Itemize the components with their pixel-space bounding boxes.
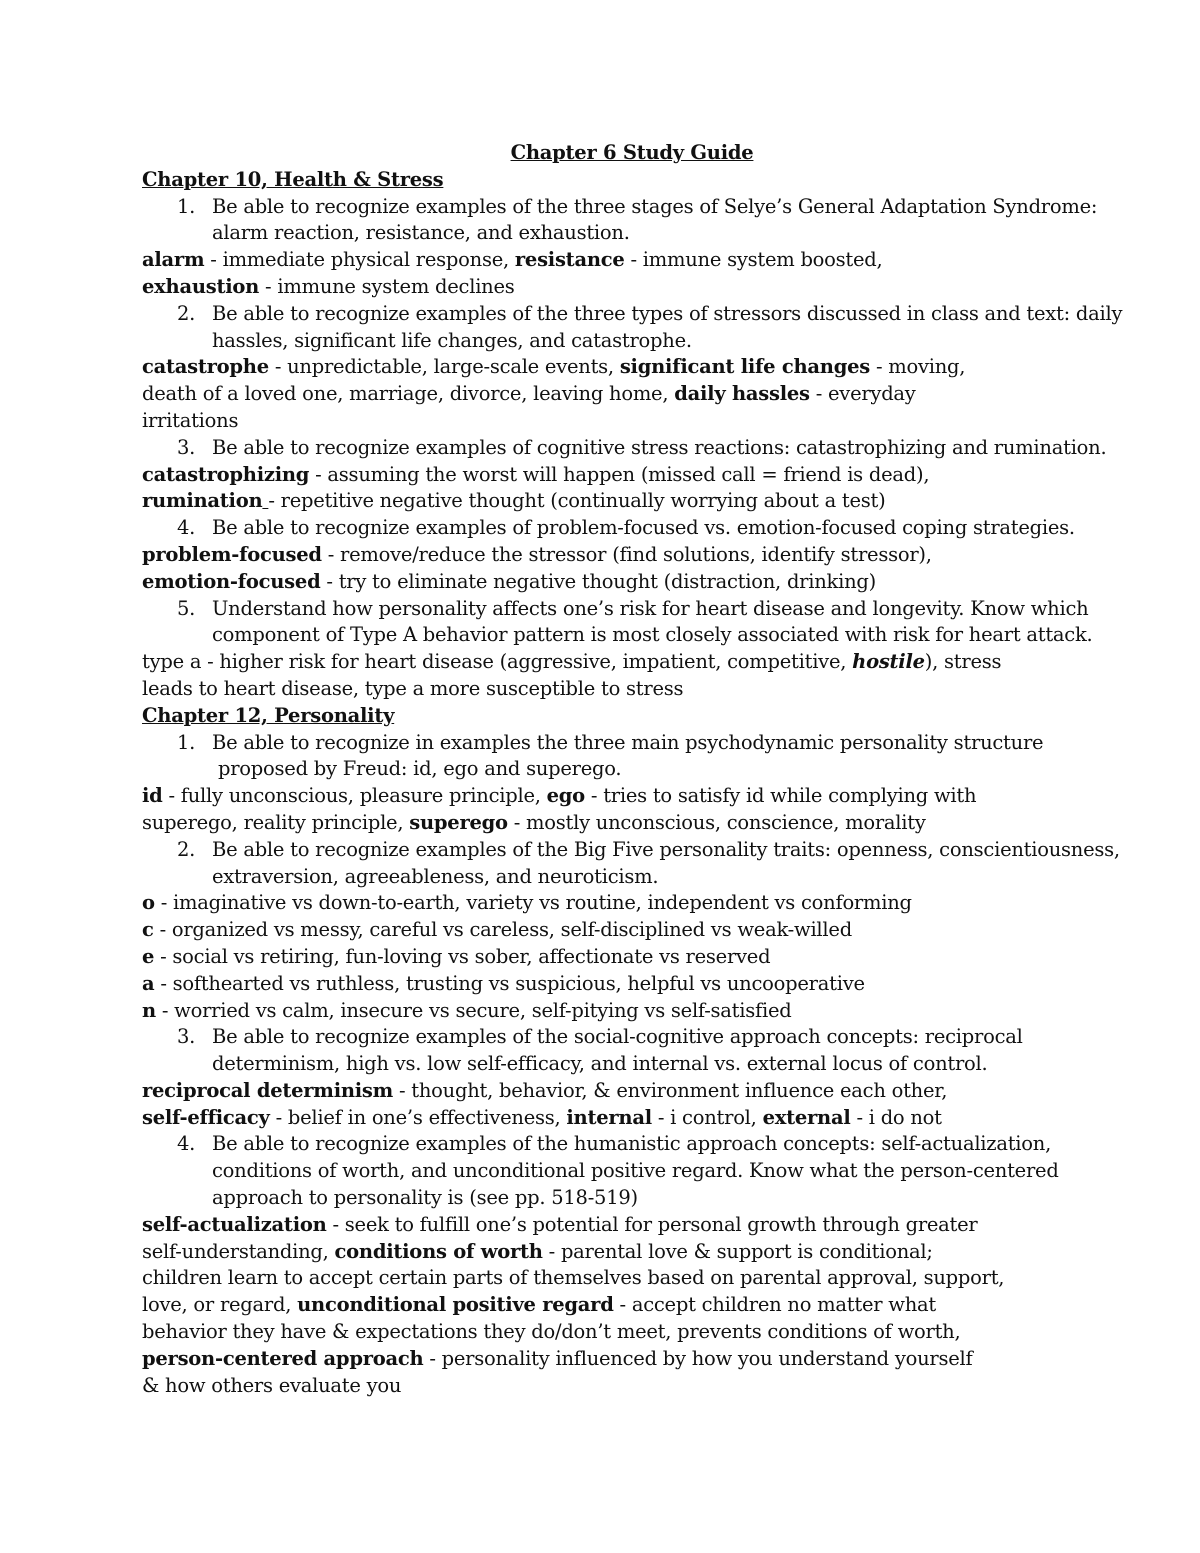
term: conditions of worth	[334, 1239, 543, 1263]
definition: ), stress	[924, 650, 1002, 674]
definition: - thought, behavior, & environment influence each other,	[393, 1078, 948, 1102]
definition: - remove/reduce the stressor (find solutions, identify stressor),	[321, 542, 932, 566]
question-text: Be able to recognize examples of the three stages of Selye’s General Adaptation Syndrome:	[212, 194, 1098, 218]
question-number: 2.	[177, 301, 196, 325]
question-12-3	[142, 1024, 1182, 1051]
definition: - imaginative vs down-to-earth, variety vs routine, independent vs conforming	[154, 891, 912, 915]
answer-10-5-line-1	[142, 649, 1182, 676]
definition: - parental love & support is conditional;	[542, 1239, 933, 1263]
chapter-12-heading: Chapter 12, Personality	[142, 703, 395, 727]
answer-12-1-line-1	[142, 783, 1182, 810]
term: problem-focused	[142, 542, 322, 566]
question-10-5	[142, 596, 1182, 623]
definition: - unpredictable, large-scale events,	[268, 355, 620, 379]
definition: self-understanding,	[142, 1239, 335, 1263]
answer-12-4-line-2	[142, 1239, 1182, 1266]
question-number: 1.	[177, 194, 196, 218]
term: reciprocal determinism	[142, 1078, 394, 1102]
definition: - immediate physical response,	[204, 248, 515, 272]
answer-10-3-line-1	[142, 462, 1182, 489]
definition: - accept children no matter what	[613, 1293, 936, 1317]
question-10-2	[142, 301, 1182, 328]
answer-12-3-line-2	[142, 1105, 1182, 1132]
answer-12-2-extraversion	[142, 944, 1182, 971]
answer-10-5-line-2: leads to heart disease, type a more susceptible to stress	[142, 676, 684, 700]
term: self-actualization	[142, 1212, 327, 1236]
term: significant life changes	[619, 355, 870, 379]
question-12-4-cont: conditions of worth, and unconditional positive regard. Know what the person-centered	[212, 1159, 1059, 1183]
question-text: Be able to recognize examples of the social-cognitive approach concepts: reciprocal	[212, 1025, 1023, 1049]
answer-10-3-line-2	[142, 488, 1182, 515]
question-number: 1.	[177, 730, 196, 754]
term: alarm	[142, 248, 205, 272]
chapter-10-heading: Chapter 10, Health & Stress	[142, 167, 444, 191]
definition: - seek to fulfill one’s potential for personal growth through greater	[326, 1212, 978, 1236]
question-10-5-cont: component of Type A behavior pattern is most closely associated with risk for heart attack.	[212, 623, 1093, 647]
definition: - immune system boosted,	[624, 248, 883, 272]
question-text: Be able to recognize in examples the three main psychodynamic personality structure	[212, 730, 1044, 754]
definition: superego, reality principle,	[142, 810, 410, 834]
answer-10-2-line-3: irritations	[142, 408, 239, 432]
definition: type a - higher risk for heart disease (aggressive, impatient, competitive,	[142, 650, 853, 674]
answer-12-4-line-5: behavior they have & expectations they do/don’t meet, prevents conditions of worth,	[142, 1320, 961, 1344]
term: ego	[546, 784, 585, 808]
term: a	[142, 971, 155, 995]
term: e	[142, 944, 155, 968]
term: external	[762, 1105, 851, 1129]
answer-12-4-line-6	[142, 1346, 1182, 1373]
question-number: 2.	[177, 837, 196, 861]
question-10-1-cont: alarm reaction, resistance, and exhaustion.	[212, 221, 630, 245]
question-12-4-cont-2: approach to personality is (see pp. 518-519)	[212, 1186, 638, 1210]
question-number: 5.	[177, 596, 196, 620]
question-text: Be able to recognize examples of the three types of stressors discussed in class and text: daily	[212, 301, 1123, 325]
term: daily hassles	[674, 382, 810, 406]
answer-12-2-conscientiousness	[142, 917, 1182, 944]
term: emotion-focused	[142, 569, 321, 593]
answer-12-2-neuroticism	[142, 998, 1182, 1025]
question-10-2-cont: hassles, significant life changes, and catastrophe.	[212, 328, 692, 352]
answer-10-2-line-1	[142, 354, 1182, 381]
definition: - organized vs messy, careful vs careless, self-disciplined vs weak-willed	[153, 918, 852, 942]
answer-12-3-line-1	[142, 1078, 1182, 1105]
question-text: Understand how personality affects one’s risk for heart disease and longevity. Know which	[212, 596, 1089, 620]
definition: - i control,	[651, 1105, 763, 1129]
term: n	[142, 998, 156, 1022]
definition: - immune system declines	[259, 274, 515, 298]
question-12-2-cont: extraversion, agreeableness, and neuroticism.	[212, 864, 659, 888]
definition: love, or regard,	[142, 1293, 298, 1317]
question-text: Be able to recognize examples of the Big Five personality traits: openness, conscientiousness,	[212, 837, 1120, 861]
answer-12-2-openness	[142, 890, 1182, 917]
question-12-1-cont: proposed by Freud: id, ego and superego.	[218, 757, 622, 781]
answer-12-4-line-1	[142, 1212, 1182, 1239]
question-12-4	[142, 1131, 1182, 1158]
question-12-2	[142, 837, 1182, 864]
answer-12-1-line-2	[142, 810, 1182, 837]
term: catastrophizing	[142, 462, 310, 486]
answer-10-2-line-2	[142, 381, 1182, 408]
term: resistance	[514, 248, 625, 272]
question-number: 3.	[177, 435, 196, 459]
definition: death of a loved one, marriage, divorce, leaving home,	[142, 382, 675, 406]
question-10-4	[142, 515, 1182, 542]
definition: - belief in one’s effectiveness,	[269, 1105, 567, 1129]
term: c	[142, 918, 154, 942]
definition: - i do not	[850, 1105, 942, 1129]
definition: - assuming the worst will happen (missed call = friend is dead),	[309, 462, 930, 486]
term: id	[142, 784, 163, 808]
answer-12-4-line-7: & how others evaluate you	[142, 1373, 402, 1397]
term: person-centered approach	[142, 1346, 424, 1370]
term: o	[142, 891, 155, 915]
definition: - tries to satisfy id while complying with	[584, 784, 977, 808]
question-number: 4.	[177, 1132, 196, 1156]
question-12-1	[142, 730, 1182, 757]
answer-10-4-line-2	[142, 569, 1182, 596]
term: superego	[409, 810, 508, 834]
term: internal	[566, 1105, 652, 1129]
term: exhaustion	[142, 274, 260, 298]
question-text: Be able to recognize examples of the humanistic approach concepts: self-actualization,	[212, 1132, 1052, 1156]
definition: - repetitive negative thought (continually worrying about a test)	[268, 489, 886, 513]
page-title: Chapter 6 Study Guide	[510, 141, 754, 164]
question-10-1	[142, 194, 1182, 221]
definition: - try to eliminate negative thought (distraction, drinking)	[320, 569, 876, 593]
definition: - worried vs calm, insecure vs secure, self-pitying vs self-satisfied	[155, 998, 792, 1022]
definition: - mostly unconscious, conscience, morality	[507, 810, 926, 834]
definition: - moving,	[870, 355, 966, 379]
definition: - softhearted vs ruthless, trusting vs suspicious, helpful vs uncooperative	[154, 971, 865, 995]
answer-12-4-line-4	[142, 1292, 1182, 1319]
definition: - everyday	[809, 382, 916, 406]
question-12-3-cont: determinism, high vs. low self-efficacy, and internal vs. external locus of control.	[212, 1052, 988, 1076]
term: self-efficacy	[142, 1105, 270, 1129]
term: catastrophe	[142, 355, 269, 379]
term: unconditional positive regard	[297, 1293, 614, 1317]
definition: - personality influenced by how you understand yourself	[423, 1346, 973, 1370]
question-10-3	[142, 435, 1182, 462]
answer-10-1-line-2	[142, 274, 1182, 301]
emphasis: hostile	[852, 650, 925, 674]
definition: - social vs retiring, fun-loving vs sober, affectionate vs reserved	[154, 944, 771, 968]
answer-12-2-agreeableness	[142, 971, 1182, 998]
answer-12-4-line-3: children learn to accept certain parts of themselves based on parental approval, support,	[142, 1266, 1005, 1290]
term: rumination	[142, 489, 263, 513]
definition: - fully unconscious, pleasure principle,	[162, 784, 547, 808]
answer-10-1-line-1	[142, 247, 1182, 274]
question-text: Be able to recognize examples of cognitive stress reactions: catastrophizing and rumination.	[212, 435, 1107, 459]
question-number: 4.	[177, 516, 196, 540]
question-number: 3.	[177, 1025, 196, 1049]
study-guide-page	[142, 140, 1182, 1399]
answer-10-4-line-1	[142, 542, 1182, 569]
question-text: Be able to recognize examples of problem-focused vs. emotion-focused coping strategies.	[212, 516, 1075, 540]
